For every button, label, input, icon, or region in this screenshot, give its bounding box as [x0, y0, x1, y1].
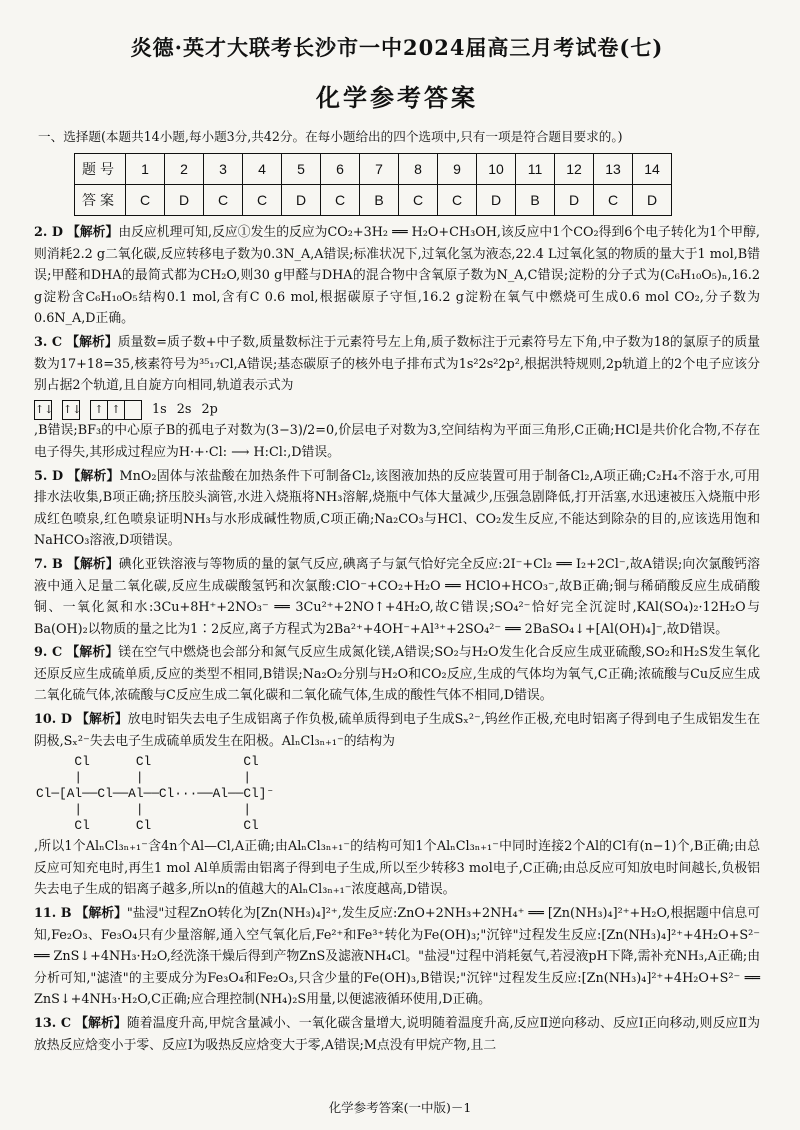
- explanation-q11: [34, 903, 760, 1011]
- document-subtitle: 化学参考答案: [316, 83, 478, 112]
- question-number-cell: 12: [555, 154, 594, 185]
- orbital-label-1s: 1s: [152, 401, 167, 417]
- explanation-q9: [34, 642, 760, 707]
- explanation-q7: [34, 554, 760, 640]
- answer-table: [74, 153, 672, 216]
- question-number-cell: 4: [243, 154, 282, 185]
- explanation-q3: [34, 332, 760, 464]
- answer-cell: C: [243, 185, 282, 216]
- analysis-tag: 【解析】: [66, 334, 118, 350]
- explanation-text: MnO₂固体与浓盐酸在加热条件下可制备Cl₂,该图液加热的反应装置可用于制备Cl₂,A项正确;C₂H₄不溶于水,可用排水法收集,B项正确;挤压胶头滴管,水进入烧瓶将NH₃溶解,烧瓶中气体大量减少,压强急剧降低,打开活塞,水迅速被压入烧瓶中形成红色喷泉,红色喷泉证明NH₃与水形成碱性物质,C项正确;Na₂CO₃与HCl、CO₂发生反应,不能达到除杂的目的,应该选用饱和NaHCO₃溶液,D项错误。: [34, 468, 761, 549]
- question-number-cell: 11: [516, 154, 555, 185]
- document-header: 炎德·英才大联考长沙市一中2024届高三月考试卷(七): [130, 35, 664, 60]
- answer-table-answer-row: [75, 185, 672, 216]
- question-number-cell: 9: [438, 154, 477, 185]
- answer-table-label-answer: 答案: [75, 185, 126, 216]
- answer-cell: C: [399, 185, 438, 216]
- question-number-cell: 2: [165, 154, 204, 185]
- answer-cell: D: [282, 185, 321, 216]
- page-footer: 化学参考答案(一中版)－1: [328, 1100, 472, 1115]
- explanation-text: 碘化亚铁溶液与等物质的量的氯气反应,碘离子与氯气恰好完全反应:2I⁻+Cl₂ ══ I₂+2Cl⁻,故A错误;向次氯酸钙溶液中通入足量二氧化碳,反应生成碳酸氢钙和次氯酸:ClO⁻+CO₂+H₂O ══ HClO+HCO₃⁻,故B正确;铜与稀硝酸反应生成硝酸铜、一氧化氮和水:3Cu+8H⁺+2NO₃⁻ ══ 3Cu²⁺+2NO↑+4H₂O,故C错误;SO₄²⁻恰好完全沉淀时,KAl(SO₄)₂·12H₂O与Ba(OH)₂以物质的量之比为1∶2反应,离子方程式为2Ba²⁺+4OH⁻+Al³⁺+2SO₄²⁻ ══ 2BaSO₄↓+[Al(OH)₄]⁻,故D错误。: [34, 556, 760, 637]
- answer-cell: C: [594, 185, 633, 216]
- analysis-tag: 【解析】: [75, 906, 127, 922]
- explanation-q5: [34, 466, 760, 552]
- question-number-cell: 3: [204, 154, 243, 185]
- answer-cell: C: [321, 185, 360, 216]
- question-number-cell: 14: [633, 154, 672, 185]
- question-number-cell: 6: [321, 154, 360, 185]
- orbital-box-2s: ↑↓: [62, 400, 80, 420]
- analysis-tag: 【解析】: [67, 225, 119, 240]
- question-number: 2. D: [34, 225, 63, 240]
- orbital-label-2s: 2s: [176, 401, 192, 417]
- answer-cell: C: [438, 185, 477, 216]
- answer-cell: C: [126, 185, 165, 216]
- analysis-tag: 【解析】: [76, 712, 128, 728]
- answer-cell: D: [477, 185, 516, 216]
- question-number: 5. D: [34, 468, 64, 484]
- orbital-label-2p: 2p: [201, 401, 218, 417]
- answer-cell: C: [204, 185, 243, 216]
- question-number: 7. B: [34, 556, 63, 572]
- question-number-cell: 8: [399, 154, 438, 185]
- question-number-cell: 10: [477, 154, 516, 185]
- section-intro: 一、选择题(本题共14小题,每小题3分,共42分。在每小题给出的四个选项中,只有一项是符合题目要求的。): [38, 129, 623, 144]
- explanation-text: 由反应机理可知,反应①发生的反应为CO₂+3H₂ ══ H₂O+CH₃OH,该反应中1个CO₂得到6个电子转化为1个甲醇,则消耗2.2 g二氧化碳,反应转移电子数为0.3N_A,A错误;标准状况下,过氧化氢为液态,22.4 L过氧化氢的物质的量大于1 mol,B错误;甲醛和DHA的最简式都为CH₂O,则30 g甲醛与DHA的混合物中含氧原子数为N_A,C错误;淀粉的分子式为(C₆H₁₀O₅)ₙ,16.2 g淀粉含C₆H₁₀O₅结构0.1 mol,含有C 0.6 mol,根据碳原子守恒,16.2 g淀粉在氧气中燃烧可生成0.6 mol CO₂,分子数为0.6N_A,D正确。: [34, 225, 761, 327]
- analysis-tag: 【解析】: [66, 645, 119, 661]
- answer-cell: D: [555, 185, 594, 216]
- analysis-tag: 【解析】: [67, 556, 119, 572]
- explanation-text: 镁在空气中燃烧也会部分和氮气反应生成氮化镁,A错误;SO₂与H₂O发生化合反应生成亚硫酸,SO₂和H₂S发生氧化还原反应生成硫单质,反应的类型不相同,B错误;Na₂O₂分别与H₂O和CO₂反应,生成的气体均为氧气,C正确;浓硫酸与Cu反应生成二氧化硫气体,浓硫酸与C反应生成二氧化碳和二氧化硫气体,生成的酸性气体不相同,D错误。: [34, 645, 760, 704]
- question-number-cell: 1: [126, 154, 165, 185]
- explanation-q13: [34, 1013, 760, 1056]
- answer-cell: D: [633, 185, 672, 216]
- explanation-text: "盐浸"过程ZnO转化为[Zn(NH₃)₄]²⁺,发生反应:ZnO+2NH₃+2NH₄⁺ ══ [Zn(NH₃)₄]²⁺+H₂O,根据题中信息可知,Fe₂O₃、Fe₃O₄只有少量溶解,通入空气氧化后,Fe²⁺和Fe³⁺转化为Fe(OH)₃;"沉锌"过程发生反应:[Zn(NH₃)₄]²⁺+4H₂O+S²⁻ ══ ZnS↓+4NH₃·H₂O,经洗涤干燥后得到产物ZnS及滤液NH₄Cl。"盐浸"过程中消耗氨气,若浸液pH下降,需补充NH₃,A正确;由分析可知,"滤渣"的主要成分为Fe₃O₄和Fe₂O₃,只含少量的Fe(OH)₃,B错误;"沉锌"过程发生反应:[Zn(NH₃)₄]²⁺+4H₂O+S²⁻ ══ ZnS↓+4NH₃·H₂O,C正确;应合理控制(NH₄)₂S用量,以便滤液循环使用,D正确。: [34, 906, 761, 1008]
- analysis-tag: 【解析】: [67, 468, 120, 484]
- question-number-cell: 13: [594, 154, 633, 185]
- question-number-cell: 5: [282, 154, 321, 185]
- explanation-text: 随着温度升高,甲烷含量减小、一氧化碳含量增大,说明随着温度升高,反应Ⅱ逆向移动、反应Ⅰ正向移动,则反应Ⅱ为放热反应焓变小于零、反应Ⅰ为吸热反应焓变大于零,A错误;M点没有甲烷产物,且二: [34, 1016, 760, 1053]
- answer-cell: B: [360, 185, 399, 216]
- explanation-q2: [34, 222, 760, 330]
- question-number-cell: 7: [360, 154, 399, 185]
- orbital-diagram: [34, 399, 760, 421]
- answer-cell: B: [516, 185, 555, 216]
- chloroaluminate-structure: Cl Cl Cl | | | Cl─[Al──Cl──Al──Cl···──Al──Cl]⁻ | | | Cl Cl Cl: [36, 754, 275, 834]
- answer-table-label-number: 题号: [75, 154, 126, 185]
- answer-table-number-row: [75, 154, 672, 185]
- orbital-box-1s: ↑↓: [34, 400, 52, 420]
- answer-cell: D: [165, 185, 204, 216]
- question-number: 11. B: [34, 906, 72, 922]
- explanation-text-part1: 质量数=质子数+中子数,质量数标注于元素符号左上角,质子数标注于元素符号左下角,中子数为18的氯原子的质量数为17+18=35,核素符号为³⁵₁₇Cl,A错误;基态碳原子的核外电子排布式为1s²2s²2p²,根据洪特规则,2p轨道上的2个电子应该分别占据2个轨道,且自旋方向相同,轨道表示式为: [34, 334, 760, 394]
- orbital-box-2p: ↑ ↑: [90, 400, 142, 420]
- explanation-q10: [34, 709, 760, 901]
- question-number: 10. D: [34, 712, 72, 728]
- explanation-text-part2: ,B错误;BF₃的中心原子B的孤电子对数为(3−3)/2=0,价层电子对数为3,空间结构为平面三角形,C正确;HCl是共价化合物,不存在电子得失,其形成过程应为H·+·Cl: ⟶ H:Cl:,D错误。: [34, 423, 760, 460]
- explanation-text-part2: ,所以1个AlₙCl₃ₙ₊₁⁻含4n个Al—Cl,A正确;由AlₙCl₃ₙ₊₁⁻的结构可知1个AlₙCl₃ₙ₊₁⁻中同时连接2个Al的Cl有(n−1)个,B正确;由总反应可知充电时,再生1 mol Al单质需由铝离子得到电子生成,所以至少转移3 mol电子,C正确;由总反应可知放电时间越长,负极铝失去电子生成的铝离子越多,所以n的值越大的AlₙCl₃ₙ₊₁⁻浓度越高,D错误。: [34, 839, 760, 898]
- question-number: 13. C: [34, 1016, 72, 1031]
- explanation-text-part1: 放电时铝失去电子生成铝离子作负极,硫单质得到电子生成Sₓ²⁻,钨丝作正极,充电时铝离子得到电子生成铝发生在阴极,Sₓ²⁻失去电子生成硫单质发生在阳极。AlₙCl₃ₙ₊₁⁻的结构为: [34, 712, 761, 749]
- question-number: 9. C: [34, 645, 63, 661]
- question-number: 3. C: [34, 334, 63, 350]
- analysis-tag: 【解析】: [75, 1016, 127, 1031]
